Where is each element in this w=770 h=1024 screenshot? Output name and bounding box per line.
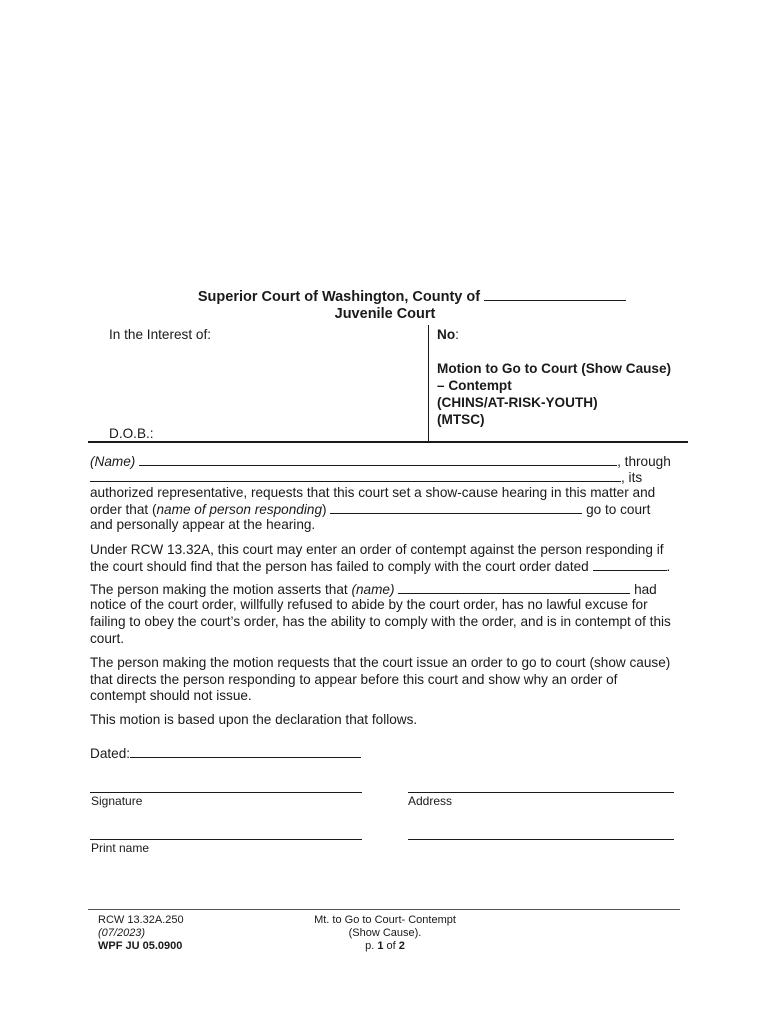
footer-rule [88, 909, 680, 910]
dated-row [90, 745, 361, 762]
p3-line1-post: had [634, 582, 657, 597]
p1-line2 [90, 469, 642, 486]
p1-line4-post: go to court [586, 502, 651, 517]
title-line: (MTSC) [437, 412, 485, 427]
signature-label: Signature [91, 794, 143, 808]
p3-name-blank[interactable] [398, 581, 630, 594]
p2-line2 [90, 558, 670, 575]
p2-line1: Under RCW 13.32A, this court may enter an order of contempt against the person responding if [90, 542, 664, 557]
p5: This motion is based upon the declaration that follows. [90, 712, 418, 727]
p4-line1: The person making the motion requests that the court issue an order to go to court (show cause) [90, 655, 671, 670]
title-line: Motion to Go to Court (Show Cause) [437, 361, 672, 376]
p1-line4-pre: order that ( [90, 502, 157, 517]
dated-blank[interactable] [130, 745, 361, 758]
p2-line2-text: the court should find that the person has failed to comply with the court order dated [90, 559, 589, 574]
title-line: (CHINS/AT-RISK-YOUTH) [437, 395, 598, 410]
p3-line4: court. [90, 631, 124, 646]
footer-date: (07/2023) [98, 927, 146, 939]
responding-person-blank[interactable] [330, 501, 582, 514]
address-label: Address [408, 794, 453, 808]
footer-form-number: WPF JU 05.0900 [98, 940, 183, 952]
case-number [437, 327, 459, 343]
footer-title-1: Mt. to Go to Court- Contempt [314, 914, 456, 926]
court-line: Superior Court of Washington, County of [197, 289, 481, 305]
its-text: , its [621, 470, 643, 485]
order-date-blank[interactable] [593, 558, 667, 571]
document-title [437, 360, 671, 428]
caption-bottom-rule [88, 441, 688, 443]
p1-line4-mid: ) [322, 502, 327, 517]
p4-line2: that directs the person responding to appear before this court and show why an order of [90, 672, 618, 687]
p3-name-italic: (name) [351, 582, 395, 597]
court-type: Juvenile Court [334, 306, 436, 322]
page-total: 2 [398, 940, 405, 952]
p4-line3: contempt should not issue. [90, 688, 252, 703]
case-number-label: No [437, 327, 456, 342]
p3-line1-pre: The person making the motion asserts that [90, 582, 352, 597]
footer-left [98, 914, 184, 953]
page-number: 1 [377, 940, 384, 952]
p1-line4 [90, 501, 650, 518]
representative-blank[interactable] [90, 469, 621, 482]
interest-label: In the Interest of: [109, 327, 212, 342]
footer-rcw: RCW 13.32A.250 [98, 914, 184, 926]
caption-divider [428, 325, 429, 441]
through-text: , through [617, 454, 671, 469]
responding-person-italic: name of person responding [156, 502, 323, 517]
court-heading [90, 288, 770, 306]
p3-line1 [90, 581, 657, 598]
case-number-colon: : [455, 327, 459, 342]
name-blank[interactable] [139, 453, 617, 466]
name-label: (Name) [90, 454, 136, 469]
p3-line2: notice of the court order, willfully refused to abide by the court order, has no lawful excuse for [90, 597, 648, 612]
print-name-label: Print name [91, 841, 150, 855]
footer-center [300, 914, 470, 953]
p1-line3: authorized representative, requests that this court set a show-cause hearing in this matter and [90, 485, 656, 500]
footer-page [300, 940, 470, 953]
page-of: of [383, 940, 399, 952]
county-blank [484, 288, 626, 301]
p1-line5: and personally appear at the hearing. [90, 517, 316, 532]
p2-end: . [666, 559, 671, 574]
p3-line3: failing to obey the court’s order, has the ability to comply with the order, and is in contempt of this [90, 614, 671, 629]
dob-label: D.O.B.: [109, 426, 154, 441]
footer-title-2: (Show Cause). [348, 927, 422, 939]
print-name-line[interactable] [90, 839, 362, 840]
address-line-2[interactable] [408, 839, 674, 840]
address-line[interactable] [408, 792, 674, 793]
page-prefix: p. [365, 940, 378, 952]
signature-line[interactable] [90, 792, 362, 793]
p1-line1 [90, 453, 671, 470]
title-line: – Contempt [437, 378, 512, 393]
dated-label: Dated: [90, 746, 131, 761]
